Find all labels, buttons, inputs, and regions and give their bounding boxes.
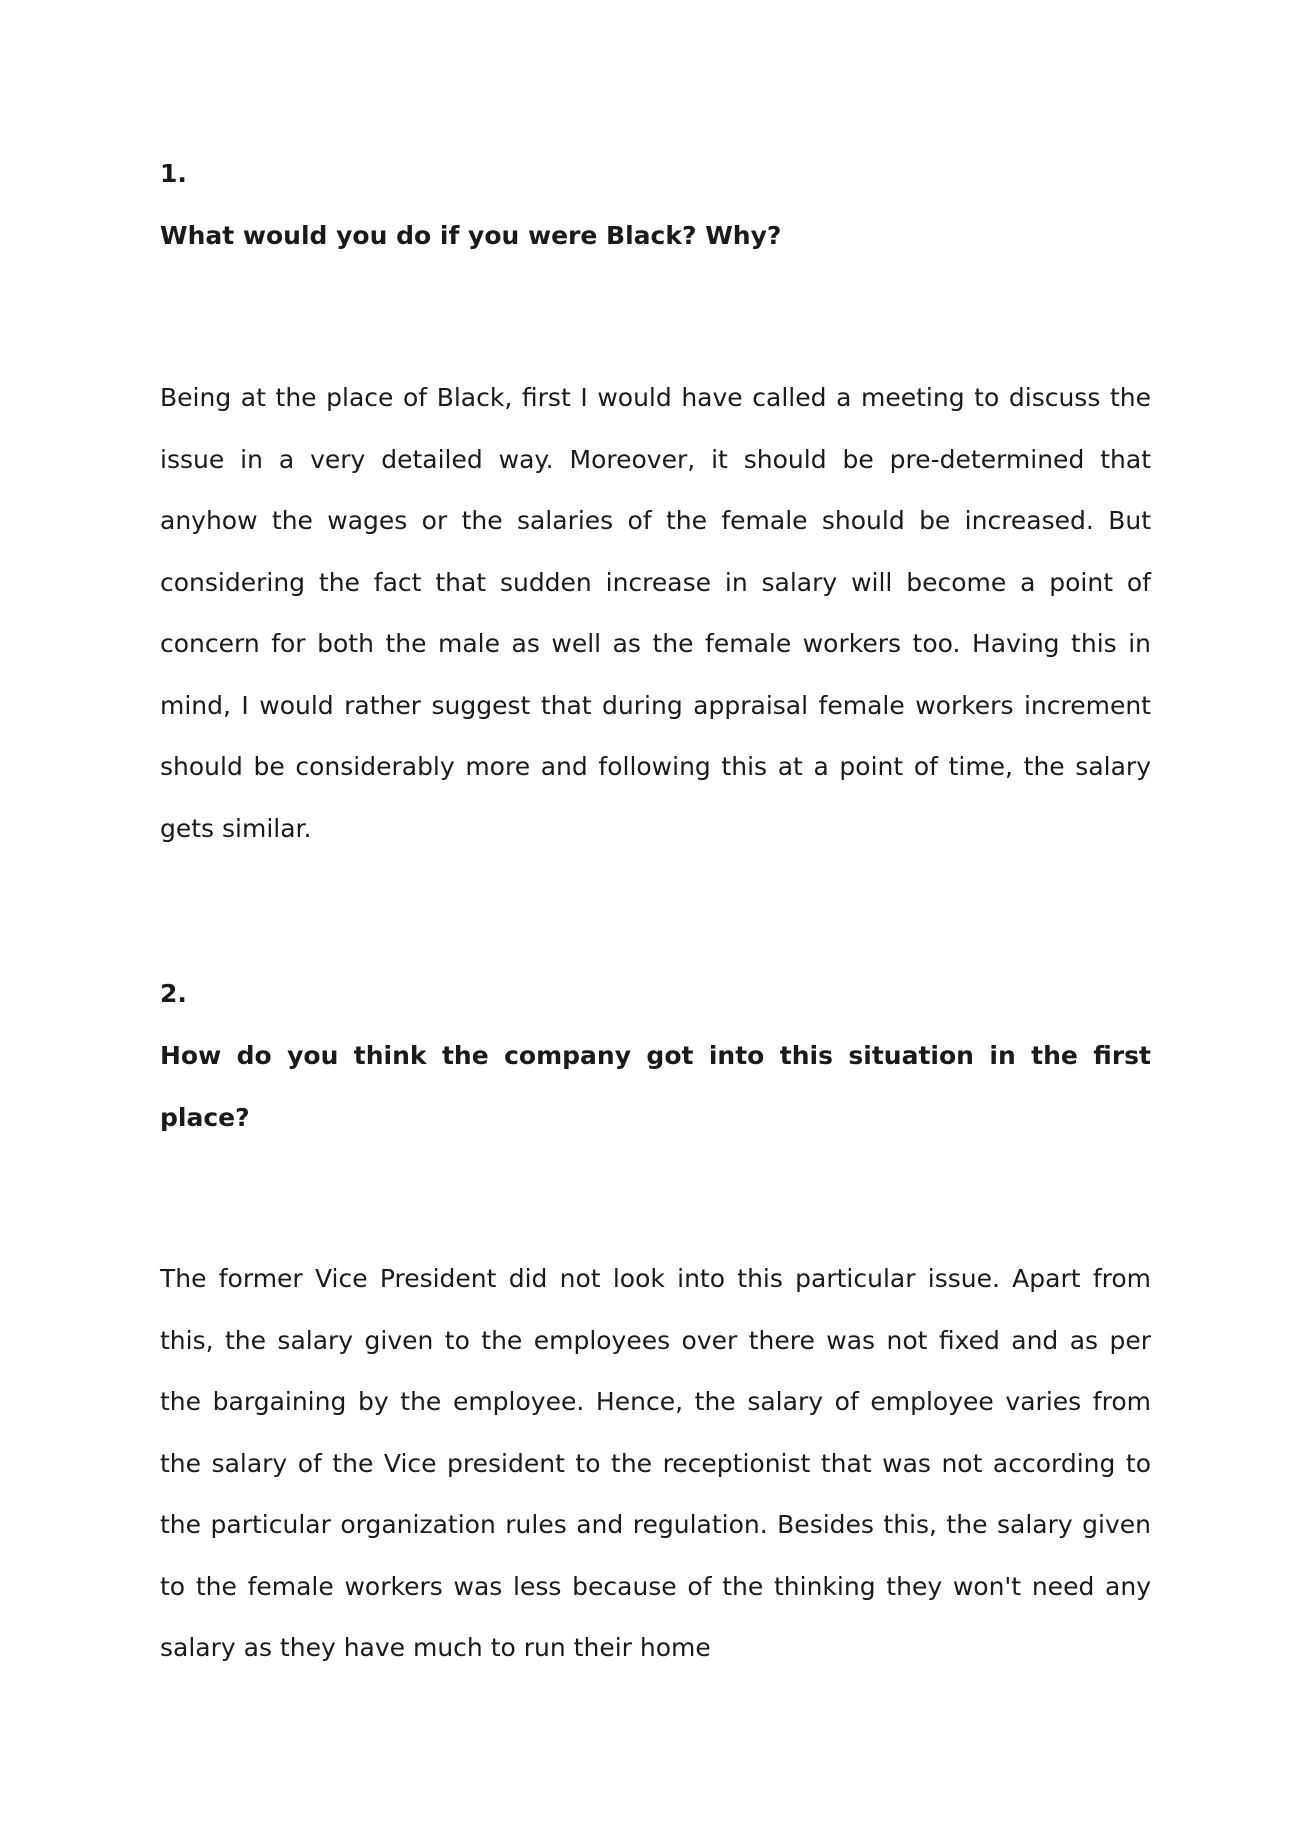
section-1-question xyxy=(160,205,1151,267)
section-number: 1. xyxy=(160,159,187,188)
section-2-answer xyxy=(160,1248,1151,1679)
section-1-number xyxy=(160,143,1151,204)
answer-paragraph: The former Vice President did not look into this particular issue. Apart from this, the salary given to the employees over there was not fixed and as per the bargaining by the employee. Hence, the salary of employee varies from the salary of the Vice president to the receptionist that was not according to the particular organization rules and regulation. Besides this, the salary given to the female workers was less because of the thinking they won't need any salary as they have much to run their home xyxy=(160,1264,1151,1662)
question-text: How do you think the company got into this situation in the first place? xyxy=(160,1041,1151,1132)
answer-paragraph: Being at the place of Black, first I would have called a meeting to discuss the issue in a very detailed way. Moreover, it should be pre-determined that anyhow the wages or the salaries of the female should be increased. But considering the fact that sudden increase in salary will become a point of concern for both the male as well as the female workers too. Having this in mind, I would rather suggest that during appraisal female workers increment should be considerably more and following this at a point of time, the salary gets similar. xyxy=(160,383,1151,843)
section-1-answer xyxy=(160,367,1151,859)
section-2-number xyxy=(160,963,1151,1024)
section-number: 2. xyxy=(160,979,187,1008)
section-2-question xyxy=(160,1025,1151,1148)
question-text: What would you do if you were Black? Why? xyxy=(160,221,782,250)
